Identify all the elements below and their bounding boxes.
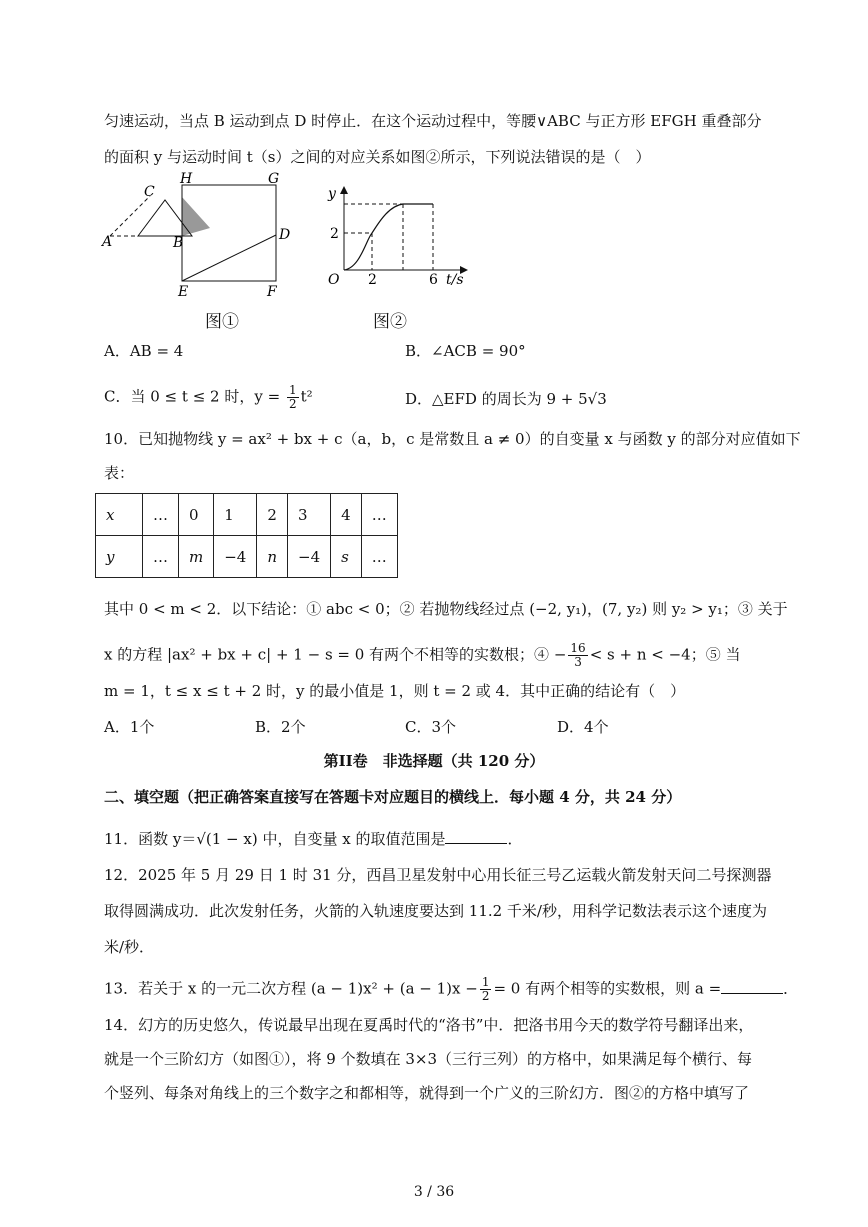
table-row-y: y … m −4 n −4 s …: [96, 536, 398, 578]
q10-option-d: D．4个: [557, 718, 609, 736]
q9-line2: 的面积 y 与运动时间 t（s）之间的对应关系如图②所示，下列说法错误的是（ ）: [104, 148, 651, 166]
q12-line3: 米/秒．: [104, 938, 155, 956]
q10-line3: 其中 0 < m < 2．以下结论：① abc < 0；② 若抛物线经过点 (−2, y₁)，(7, y₂) 则 y₂ > y₁；③ 关于: [104, 600, 788, 618]
q10-option-a: A．1个: [104, 718, 155, 736]
q13: 13．若关于 x 的一元二次方程 (a − 1)x² + (a − 1)x − $\frac{1}{2}$ = 0 有两个相等的实数根，则 a = ．: [104, 975, 799, 1003]
part2-title: 第II卷 非选择题（共 120 分）: [323, 752, 545, 770]
table-row-x: x … 0 1 2 3 4 …: [96, 494, 398, 536]
q12-line1: 12．2025 年 5 月 29 日 1 时 31 分，西昌卫星发射中心用长征三号乙运载火箭发射天问二号探测器: [104, 866, 772, 884]
q10-option-c: C．3个: [405, 718, 457, 736]
label-G: G: [268, 171, 280, 187]
q11: 11．函数 y＝√(1 − x) 中，自变量 x 的取值范围是 ．: [104, 830, 523, 848]
q14-line2: 就是一个三阶幻方（如图①），将 9 个数填在 3×3（三行三列）的方格中，如果满足每个横行、每: [104, 1050, 753, 1068]
value-table: [95, 493, 398, 578]
q14-line3: 个竖列、每条对角线上的三个数字之和都相等，就得到一个广义的三阶幻方．图②的方格中填写了: [104, 1084, 750, 1102]
figure-1: [100, 170, 300, 300]
q10-option-b: B．2个: [255, 718, 306, 736]
label-H: H: [180, 171, 193, 187]
axis-x-label: t/s: [446, 272, 464, 288]
q14-line1: 14．幻方的历史悠久，传说最早出现在夏禹时代的“洛书”中．把洛书用今天的数学符号翻译出来，: [104, 1016, 754, 1034]
figure-1-caption: 图①: [205, 312, 239, 332]
q9-option-b: B．∠ACB = 90°: [405, 342, 526, 360]
square: [182, 185, 276, 281]
figure-2: [322, 180, 482, 290]
axis-y-label: y: [328, 186, 336, 202]
q9-line1: 匀速运动，当点 B 运动到点 D 时停止．在这个运动过程中，等腰∨ABC 与正方形 EFGH 重叠部分: [104, 112, 762, 130]
q12-line2: 取得圆满成功．此次发射任务，火箭的入轨速度要达到 11.2 千米/秒，用科学记数法表示这个速度为: [104, 902, 767, 920]
answer-blank: [721, 979, 783, 994]
overlap-region: [182, 197, 210, 236]
answer-blank: [445, 829, 507, 844]
q10-line5: m = 1，t ≤ x ≤ t + 2 时，y 的最小值是 1，则 t = 2 或 4．其中正确的结论有（ ）: [104, 682, 686, 700]
fraction-16-3: $\frac{16}{3}$: [570, 641, 586, 669]
tick-y-2: 2: [330, 226, 339, 242]
label-C: C: [144, 184, 155, 200]
label-D: D: [279, 227, 291, 243]
origin-label: O: [328, 272, 340, 288]
label-B: B: [173, 235, 184, 251]
curve: [344, 204, 433, 270]
tick-x-2: 2: [368, 272, 377, 288]
label-E: E: [178, 284, 189, 300]
q10-line2: 表：: [104, 464, 135, 482]
q9-option-a: A．AB = 4: [104, 342, 184, 360]
label-A: A: [102, 234, 113, 250]
q10-line1: 10．已知抛物线 y = ax² + bx + c（a，b，c 是常数且 a ≠ 0）的自变量 x 与函数 y 的部分对应值如下: [104, 430, 801, 448]
fraction-half: $\frac{1}{2}$: [288, 383, 297, 411]
fraction-half-q13: $\frac{1}{2}$: [481, 975, 490, 1003]
label-F: F: [267, 284, 277, 300]
page-number: 3 / 36: [413, 1184, 455, 1200]
figure-2-caption: 图②: [373, 312, 407, 332]
q10-line4: x 的方程 |ax² + bx + c| + 1 − s = 0 有两个不相等的实数根；④ − $\frac{16}{3}$ < s + n < −4；⑤ 当: [104, 641, 741, 669]
q9-option-d: D．△EFD 的周长为 9 + 5√3: [405, 390, 607, 408]
tick-x-6: 6: [429, 272, 438, 288]
section-title: 二、填空题（把正确答案直接写在答题卡对应题目的横线上．每小题 4 分，共 24 分）: [104, 788, 682, 806]
q9-option-c: C．当 0 ≤ t ≤ 2 时，y = $\frac{1}{2}$ t²: [104, 383, 313, 411]
